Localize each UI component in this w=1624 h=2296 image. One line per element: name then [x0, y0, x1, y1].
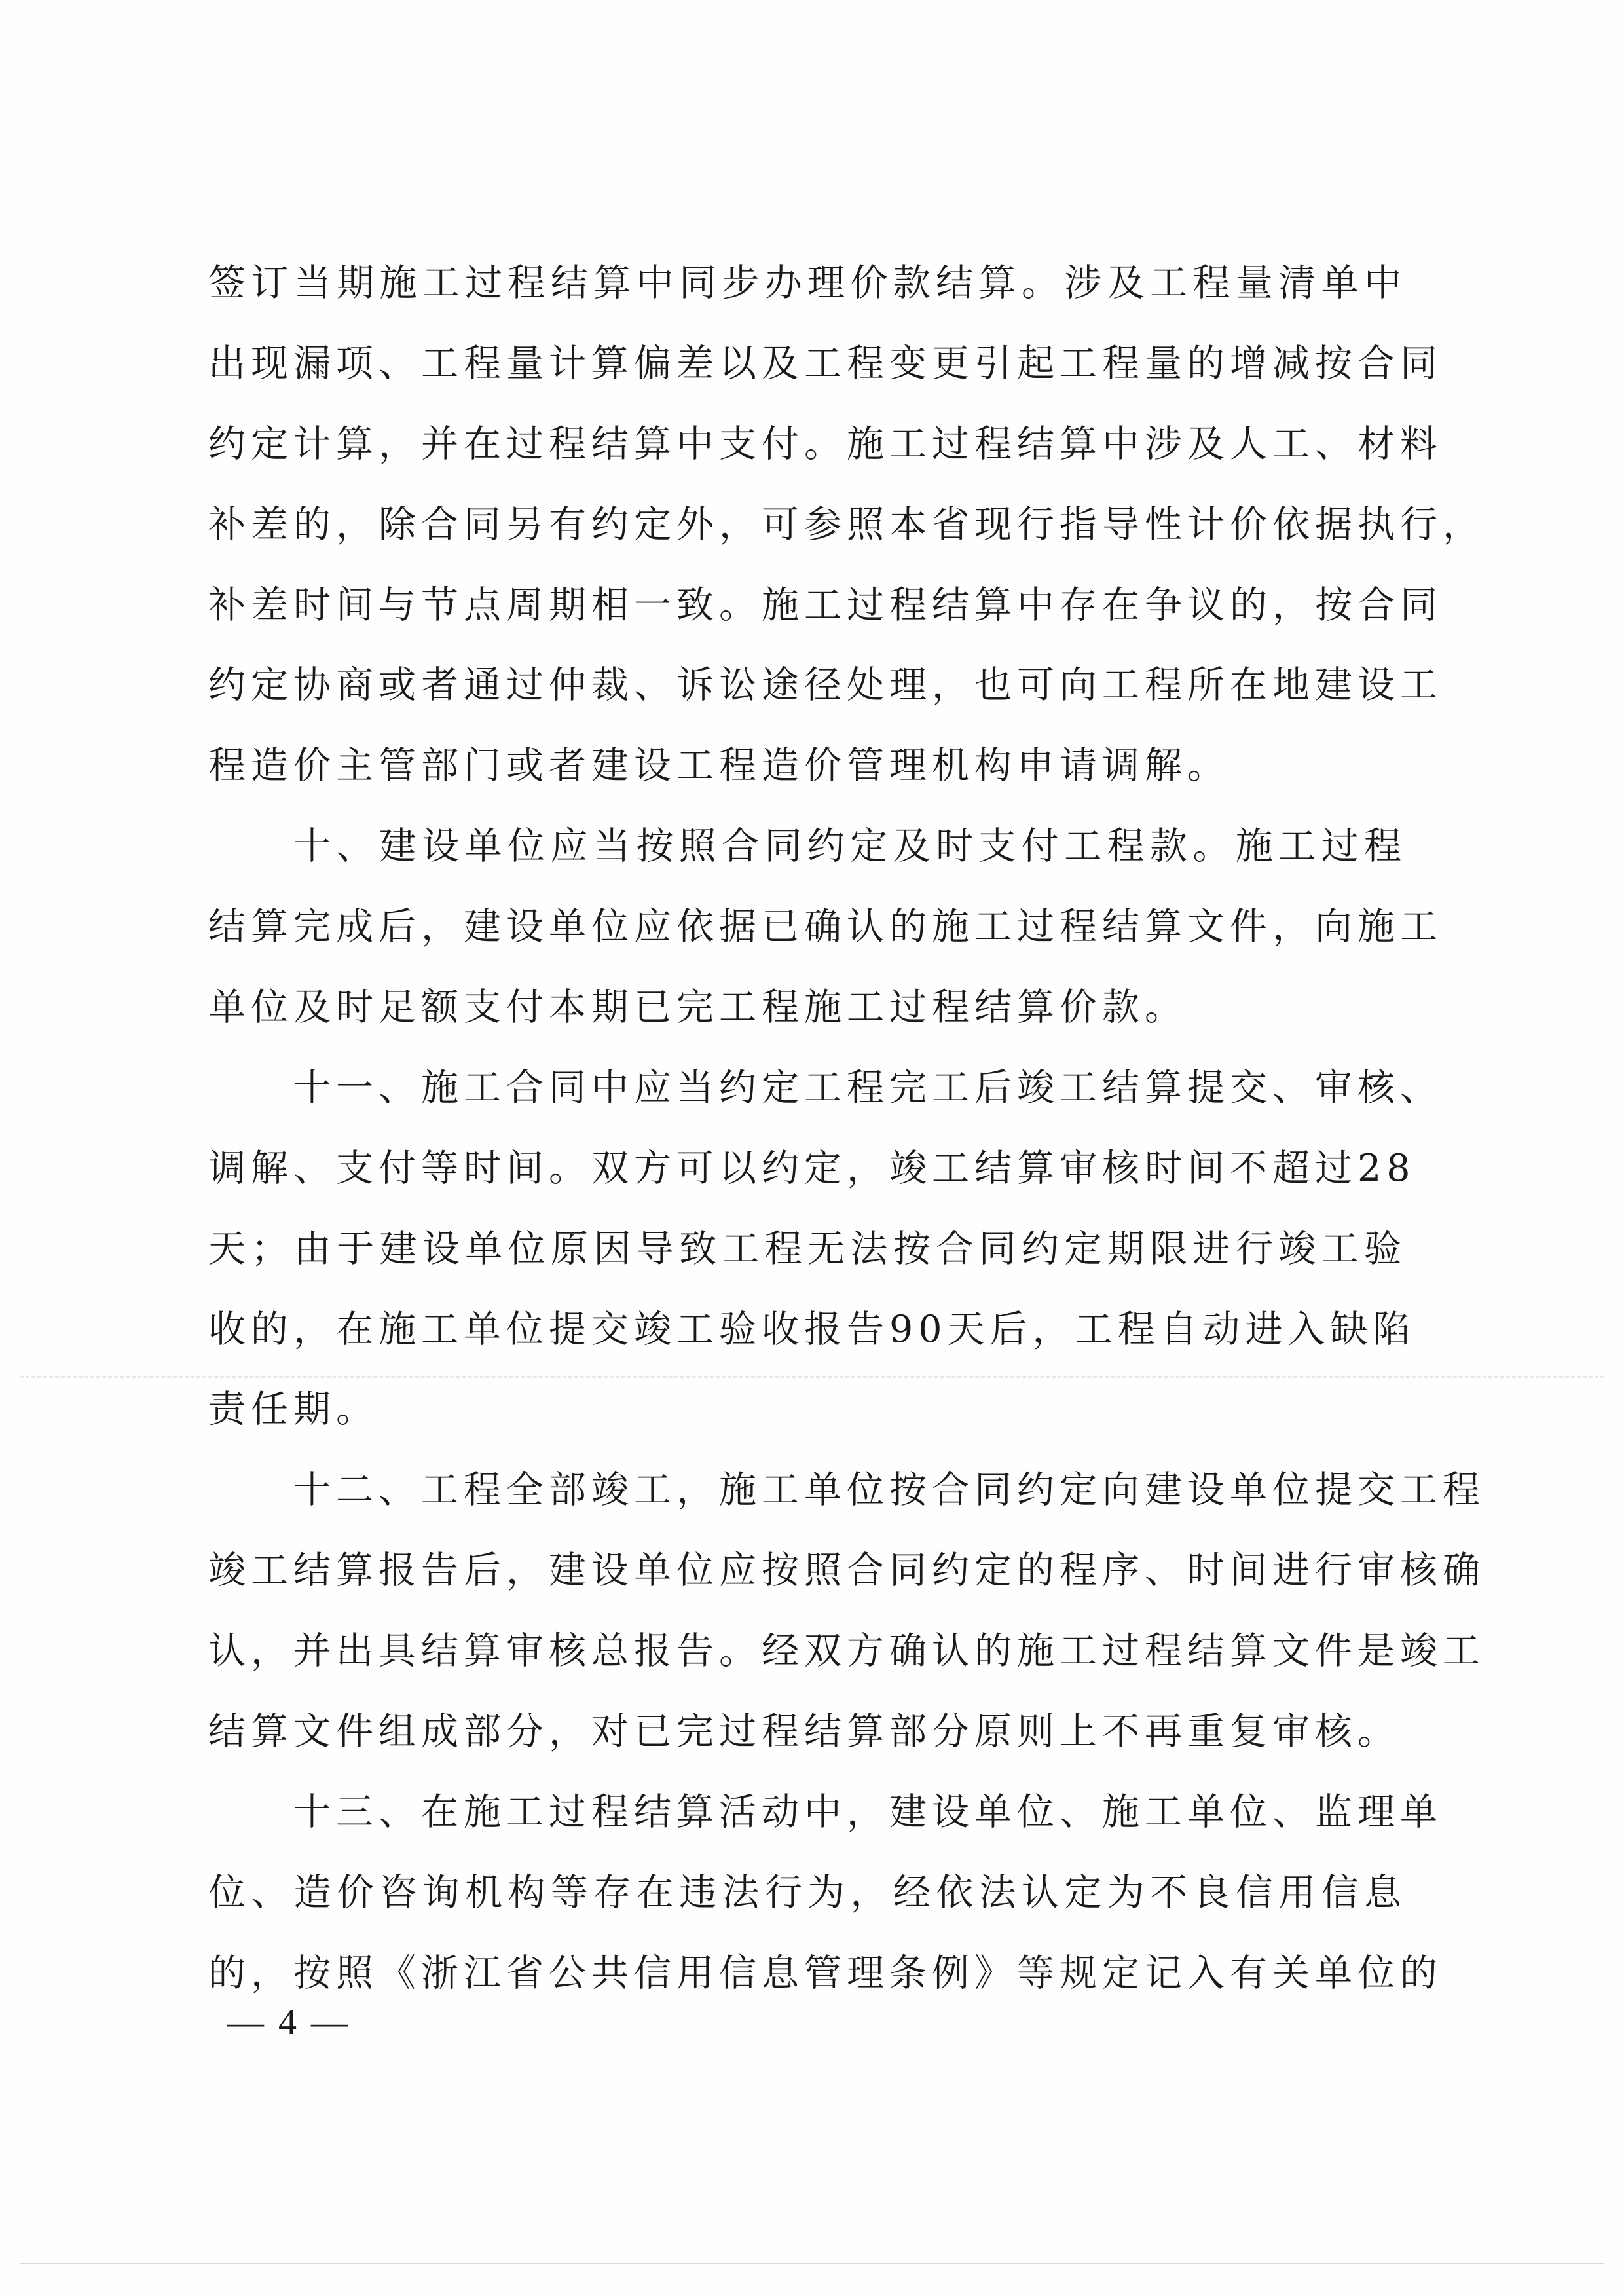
- page-number: — 4 —: [227, 2002, 350, 2043]
- text-line: 约定计算，并在过程结算中支付。施工过程结算中涉及人工、材料: [208, 422, 1443, 466]
- text-line: 签订当期施工过程结算中同步办理价款结算。涉及工程量清单中: [208, 261, 1407, 305]
- text-line-first: 十、建设单位应当按照合同约定及时支付工程款。施工过程: [293, 824, 1407, 868]
- text-line: 补差的，除合同另有约定外，可参照本省现行指导性计价依据执行，: [208, 502, 1485, 546]
- text-line: 的，按照《浙江省公共信用信息管理条例》等规定记入有关单位的: [208, 1951, 1443, 1995]
- text-line-first: 十一、施工合同中应当约定工程完工后竣工结算提交、审核、: [293, 1065, 1443, 1109]
- scan-artifact-bottom-line: [20, 2263, 1604, 2264]
- text-line-last: 单位及时足额支付本期已完工程施工过程结算价款。: [208, 986, 1187, 1029]
- text-line-first: 十二、工程全部竣工，施工单位按合同约定向建设单位提交工程: [293, 1468, 1485, 1512]
- text-line: 位、造价咨询机构等存在违法行为，经依法认定为不良信用信息: [208, 1870, 1407, 1914]
- text-line: 约定协商或者通过仲裁、诉讼途径处理，也可向工程所在地建设工: [208, 663, 1443, 707]
- paragraph-article-13: [208, 1788, 1443, 2029]
- paragraph-article-11: [208, 1064, 1443, 1466]
- paragraph-article-12: [208, 1466, 1485, 1788]
- paragraph-article-10: [208, 822, 1443, 1064]
- text-line: 认，并出具结算审核总报告。经双方确认的施工过程结算文件是竣工: [208, 1629, 1485, 1673]
- text-line-last: 责任期。: [208, 1388, 378, 1432]
- text-line: 补差时间与节点周期相一致。施工过程结算中存在争议的，按合同: [208, 583, 1443, 627]
- document-body: [208, 259, 1485, 2029]
- text-line-last: 程造价主管部门或者建设工程造价管理机构申请调解。: [208, 744, 1230, 788]
- text-line: 出现漏项、工程量计算偏差以及工程变更引起工程量的增减按合同: [208, 341, 1443, 385]
- text-line: 结算完成后，建设单位应依据已确认的施工过程结算文件，向施工: [208, 905, 1443, 949]
- paragraph-continuation: [208, 259, 1485, 822]
- text-line: 天；由于建设单位原因导致工程无法按合同约定期限进行竣工验: [208, 1227, 1407, 1270]
- text-line: 收的，在施工单位提交竣工验收报告90天后，工程自动进入缺陷: [208, 1307, 1416, 1351]
- text-line: 竣工结算报告后，建设单位应按照合同约定的程序、时间进行审核确: [208, 1549, 1485, 1593]
- text-line-first: 十三、在施工过程结算活动中，建设单位、施工单位、监理单: [293, 1790, 1443, 1834]
- text-line-last: 结算文件组成部分，对已完过程结算部分原则上不再重复审核。: [208, 1710, 1400, 1754]
- text-line: 调解、支付等时间。双方可以约定，竣工结算审核时间不超过28: [208, 1146, 1416, 1190]
